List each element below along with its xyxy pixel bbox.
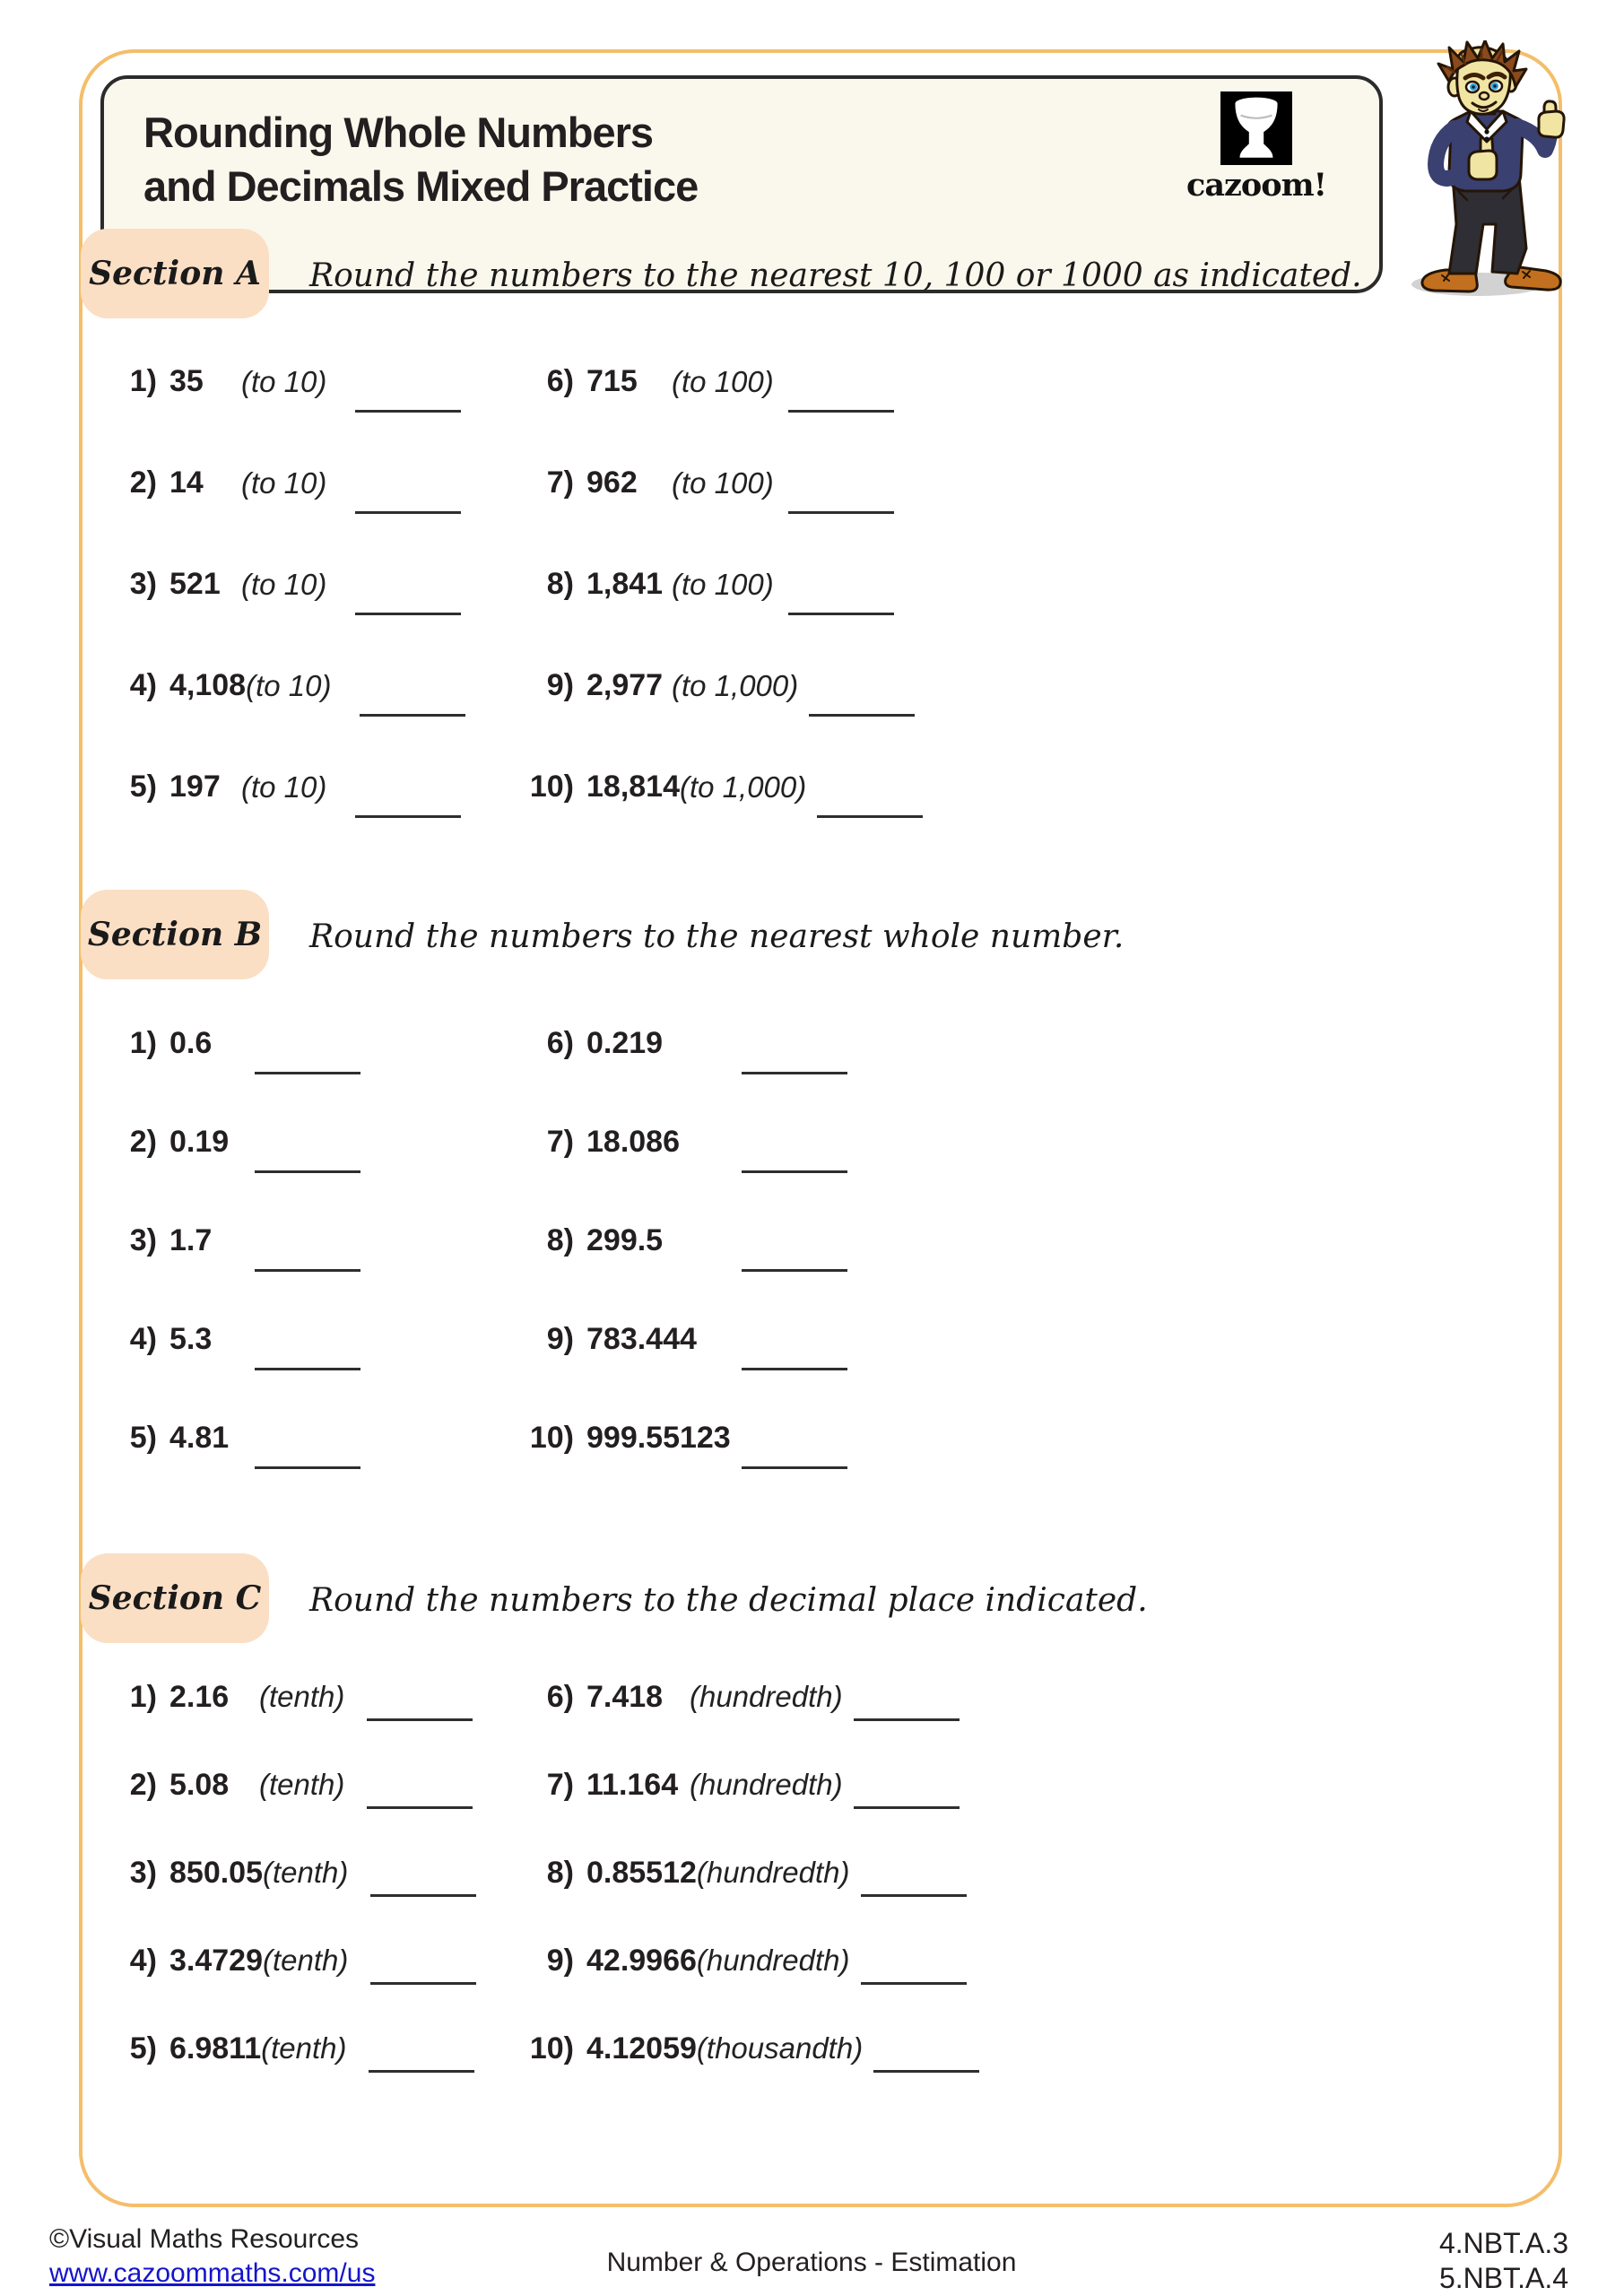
footer-standards <box>1439 2226 1568 2296</box>
problem-hint: (hundredth) <box>690 1768 843 1801</box>
problem-value: 5.08 <box>169 1767 230 1802</box>
footer-standard-2: 5.NBT.A.4 <box>1438 2262 1568 2294</box>
answer-blank <box>817 813 923 818</box>
problem-hint: (to 10) <box>241 364 327 398</box>
answer-blank <box>255 1267 360 1272</box>
problem-value: 7.418 <box>586 1679 664 1714</box>
problem-hint: (hundredth) <box>690 1680 843 1713</box>
problem-row <box>507 1653 979 1741</box>
problem-number: 5) <box>129 1420 157 1455</box>
answer-blank <box>788 408 894 413</box>
answer-blank <box>742 1169 847 1173</box>
footer-link[interactable]: www.cazoommaths.com/us <box>49 2258 376 2288</box>
problem-value: 1,841 <box>586 567 664 601</box>
answer-blank <box>370 1980 476 1985</box>
answer-blank <box>255 1070 360 1074</box>
problem-number: 2) <box>129 1767 157 1802</box>
problem-number: 4) <box>129 1321 157 1356</box>
problem-number: 7) <box>546 1767 574 1802</box>
problem-row <box>103 1741 476 1829</box>
problem-number: 8) <box>546 1222 574 1257</box>
answer-blank <box>360 712 465 717</box>
problem-number: 6) <box>546 1025 574 1060</box>
problem-row <box>507 635 923 736</box>
answer-blank <box>742 1267 847 1272</box>
problem-value: 299.5 <box>586 1222 664 1257</box>
problem-value: 783.444 <box>586 1321 697 1356</box>
footer-standard-1: 4.NBT.A.3 <box>1438 2227 1568 2259</box>
problem-number: 3) <box>129 567 157 601</box>
problem-hint: (to 100) <box>672 465 774 500</box>
answer-blank <box>854 1717 960 1721</box>
cazoom-logo <box>1180 91 1333 204</box>
answer-blank <box>355 509 461 514</box>
footer-category: Number & Operations - Estimation <box>606 2248 1017 2277</box>
answer-blank <box>861 1980 967 1985</box>
problem-hint: (to 10) <box>241 567 327 601</box>
problem-row <box>507 1829 979 1917</box>
answer-blank <box>369 2068 474 2073</box>
mascot-illustration <box>1392 40 1582 302</box>
problem-value: 0.219 <box>586 1025 664 1060</box>
problem-number: 4) <box>129 668 157 702</box>
answer-blank <box>255 1465 360 1469</box>
problem-row <box>507 1917 979 2005</box>
problem-hint: (thousandth) <box>696 2031 864 2065</box>
problem-value: 0.19 <box>169 1124 230 1159</box>
problem-row <box>103 432 465 534</box>
problem-value: 3.4729 <box>169 1943 263 1978</box>
problem-row <box>507 1191 847 1290</box>
problem-row <box>103 331 465 432</box>
problem-value: 2.16 <box>169 1679 230 1714</box>
problem-row <box>103 1290 360 1388</box>
section-c-instruction: Round the numbers to the decimal place indicated. <box>309 1582 1148 1619</box>
problem-number: 7) <box>546 1124 574 1159</box>
problem-number: 3) <box>129 1222 157 1257</box>
answer-blank <box>255 1169 360 1173</box>
problem-value: 4,108 <box>169 668 247 702</box>
problem-value: 4.81 <box>169 1420 230 1455</box>
problem-hint: (tenth) <box>261 2031 347 2065</box>
problem-hint: (to 10) <box>241 465 327 500</box>
djembe-drum-icon <box>1220 91 1292 165</box>
problem-row <box>507 331 923 432</box>
problem-number: 1) <box>129 364 157 398</box>
problem-number: 9) <box>546 668 574 702</box>
problem-number: 6) <box>546 1679 574 1714</box>
problem-hint: (hundredth) <box>696 1856 850 1889</box>
footer-left <box>49 2222 375 2291</box>
problem-number: 2) <box>129 1124 157 1159</box>
answer-blank <box>355 408 461 413</box>
section-b-label: Section B <box>81 890 269 979</box>
problem-row <box>507 994 847 1092</box>
answer-blank <box>854 1805 960 1809</box>
problem-row <box>507 534 923 635</box>
problem-number: 4) <box>129 1943 157 1978</box>
problem-row <box>507 1092 847 1191</box>
problem-value: 0.6 <box>169 1025 213 1060</box>
problem-hint: (tenth) <box>263 1856 349 1889</box>
problem-number: 3) <box>129 1855 157 1890</box>
problem-hint: (hundredth) <box>696 1944 850 1977</box>
problem-hint: (to 100) <box>672 567 774 601</box>
section-b-instruction: Round the numbers to the nearest whole number. <box>309 918 1125 955</box>
section-a-instruction: Round the numbers to the nearest 10, 100 or 1000 as indicated. <box>309 257 1362 294</box>
problem-row <box>103 994 360 1092</box>
problem-hint: (tenth) <box>263 1944 349 1977</box>
problem-value: 2,977 <box>586 668 664 702</box>
problem-row <box>507 1741 979 1829</box>
problem-row <box>507 1388 847 1487</box>
problem-value: 521 <box>169 567 221 601</box>
answer-blank <box>861 1892 967 1897</box>
problem-row <box>103 736 465 838</box>
logo-wordmark: cazoom! <box>1186 167 1326 204</box>
problem-number: 10) <box>529 770 574 804</box>
answer-blank <box>873 2068 979 2073</box>
answer-blank <box>788 509 894 514</box>
answer-blank <box>255 1366 360 1370</box>
problem-value: 18,814 <box>586 770 680 804</box>
problem-hint: (to 10) <box>241 770 327 804</box>
problem-row <box>507 736 923 838</box>
problem-number: 9) <box>546 1321 574 1356</box>
problem-number: 8) <box>546 567 574 601</box>
problem-value: 11.164 <box>586 1767 679 1802</box>
problem-value: 42.9966 <box>586 1943 697 1978</box>
answer-blank <box>355 813 461 818</box>
page-title-line2: and Decimals Mixed Practice <box>143 162 699 210</box>
problem-hint: (to 10) <box>246 668 332 702</box>
problem-row <box>103 1653 476 1741</box>
problem-number: 10) <box>529 1420 574 1455</box>
section-a-label: Section A <box>81 229 269 318</box>
problem-hint: (tenth) <box>259 1768 345 1801</box>
problem-value: 850.05 <box>169 1855 263 1890</box>
answer-blank <box>742 1366 847 1370</box>
problem-row <box>103 1917 476 2005</box>
answer-blank <box>742 1465 847 1469</box>
problem-value: 962 <box>586 465 638 500</box>
problem-value: 14 <box>169 465 204 500</box>
problem-value: 1.7 <box>169 1222 213 1257</box>
answer-blank <box>788 611 894 615</box>
section-c-label: Section C <box>81 1553 269 1643</box>
problem-number: 1) <box>129 1025 157 1060</box>
problem-value: 999.55123 <box>586 1420 731 1455</box>
problem-number: 1) <box>129 1679 157 1714</box>
problem-row <box>103 1829 476 1917</box>
problem-value: 715 <box>586 364 638 398</box>
problem-value: 18.086 <box>586 1124 680 1159</box>
footer-copyright: ©Visual Maths Resources <box>49 2224 360 2254</box>
problem-row <box>507 432 923 534</box>
problem-hint: (to 100) <box>672 364 774 398</box>
answer-blank <box>370 1892 476 1897</box>
problem-number: 2) <box>129 465 157 500</box>
problem-hint: (to 1,000) <box>672 668 799 702</box>
problem-row <box>103 635 465 736</box>
problem-row <box>103 1092 360 1191</box>
problem-value: 197 <box>169 770 221 804</box>
problem-row <box>103 2005 476 2092</box>
problem-hint: (tenth) <box>259 1680 345 1713</box>
problem-hint: (to 1,000) <box>680 770 807 804</box>
problem-row <box>103 534 465 635</box>
problem-value: 5.3 <box>169 1321 213 1356</box>
problem-number: 7) <box>546 465 574 500</box>
problem-row <box>507 1290 847 1388</box>
problem-number: 5) <box>129 770 157 804</box>
problem-number: 10) <box>529 2031 574 2066</box>
answer-blank <box>355 611 461 615</box>
answer-blank <box>367 1805 473 1809</box>
answer-blank <box>742 1070 847 1074</box>
problem-number: 6) <box>546 364 574 398</box>
problem-number: 8) <box>546 1855 574 1890</box>
answer-blank <box>367 1717 473 1721</box>
problem-row <box>103 1191 360 1290</box>
page-title <box>143 106 698 213</box>
problem-value: 0.85512 <box>586 1855 697 1890</box>
problem-value: 6.9811 <box>169 2031 262 2066</box>
answer-blank <box>809 712 915 717</box>
problem-row <box>507 2005 979 2092</box>
page-title-line1: Rounding Whole Numbers <box>143 109 654 156</box>
problem-value: 4.12059 <box>586 2031 697 2066</box>
problem-row <box>103 1388 360 1487</box>
problem-number: 5) <box>129 2031 157 2066</box>
problem-number: 9) <box>546 1943 574 1978</box>
problem-value: 35 <box>169 364 204 398</box>
